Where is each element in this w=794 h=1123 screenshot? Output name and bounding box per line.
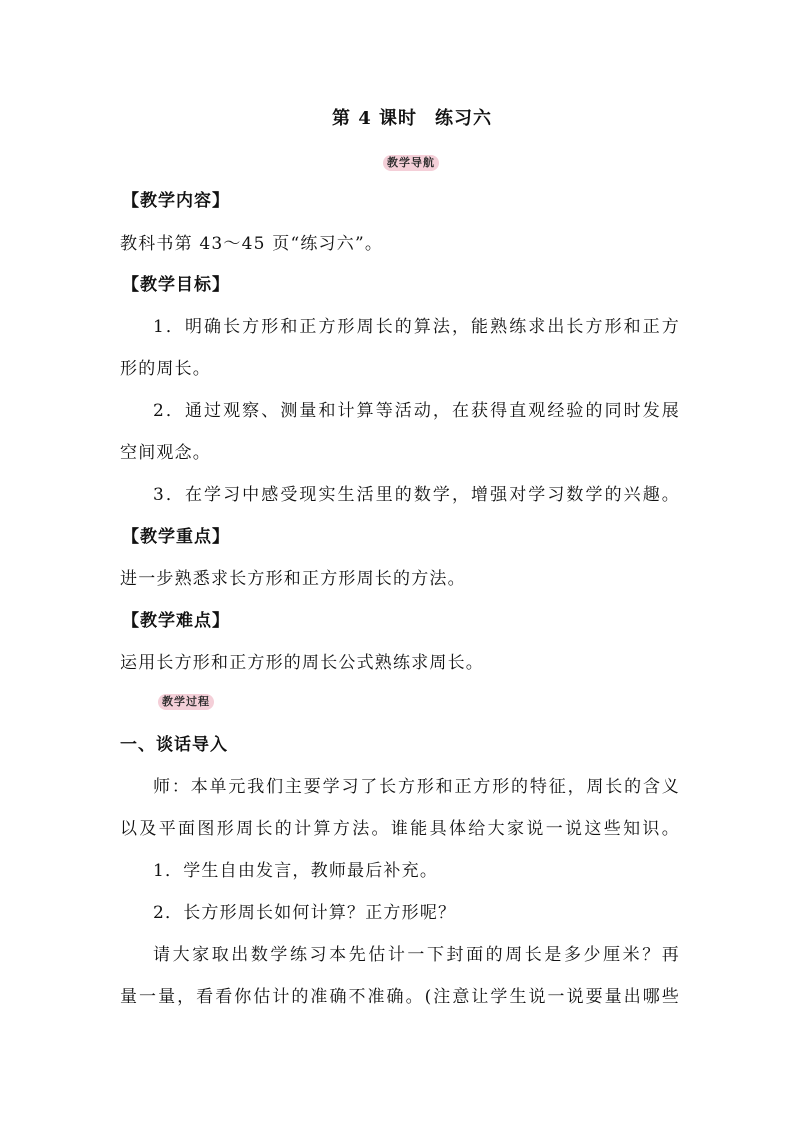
intro-heading: 一、谈话导入	[120, 735, 228, 755]
content-text: 教科书第 43～45 页“练习六”。	[120, 234, 384, 254]
title-lesson-name: 练习六	[435, 108, 493, 129]
content-heading: 【教学内容】	[122, 191, 230, 211]
goal-heading: 【教学目标】	[122, 275, 230, 295]
intro-item-2: 2．长方形周长如何计算？正方形呢？	[153, 903, 457, 923]
goal-2-line-2: 空间观念。	[120, 443, 211, 463]
difficulty-text: 运用长方形和正方形的周长公式熟练求周长。	[120, 653, 484, 673]
key-point-text: 进一步熟悉求长方形和正方形周长的方法。	[120, 569, 466, 589]
intro-paragraph-1-line-1: 师：本单元我们主要学习了长方形和正方形的特征，周长的含义	[153, 777, 680, 797]
intro-item-1: 1．学生自由发言，教师最后补充。	[153, 861, 439, 881]
goal-3: 3．在学习中感受现实生活里的数学，增强对学习数学的兴趣。	[153, 485, 680, 505]
goal-1-line-2: 形的周长。	[120, 359, 211, 379]
goal-1-line-1: 1．明确长方形和正方形周长的算法，能熟练求出长方形和正方	[153, 317, 680, 337]
title-lesson-number: 第 4 课时	[331, 108, 418, 129]
key-point-heading: 【教学重点】	[122, 527, 230, 547]
page-title	[0, 104, 794, 130]
difficulty-heading: 【教学难点】	[122, 611, 230, 631]
teaching-navigation-badge: 教学导航	[383, 155, 439, 171]
goal-2-line-1: 2．通过观察、测量和计算等活动，在获得直观经验的同时发展	[153, 401, 680, 421]
intro-paragraph-2-line-2: 量一量，看看你估计的准确不准确。(注意让学生说一说要量出哪些	[120, 987, 680, 1007]
intro-paragraph-1-line-2: 以及平面图形周长的计算方法。谁能具体给大家说一说这些知识。	[120, 819, 680, 839]
intro-paragraph-2-line-1: 请大家取出数学练习本先估计一下封面的周长是多少厘米？再	[153, 945, 680, 965]
teaching-process-badge: 教学过程	[158, 694, 214, 710]
